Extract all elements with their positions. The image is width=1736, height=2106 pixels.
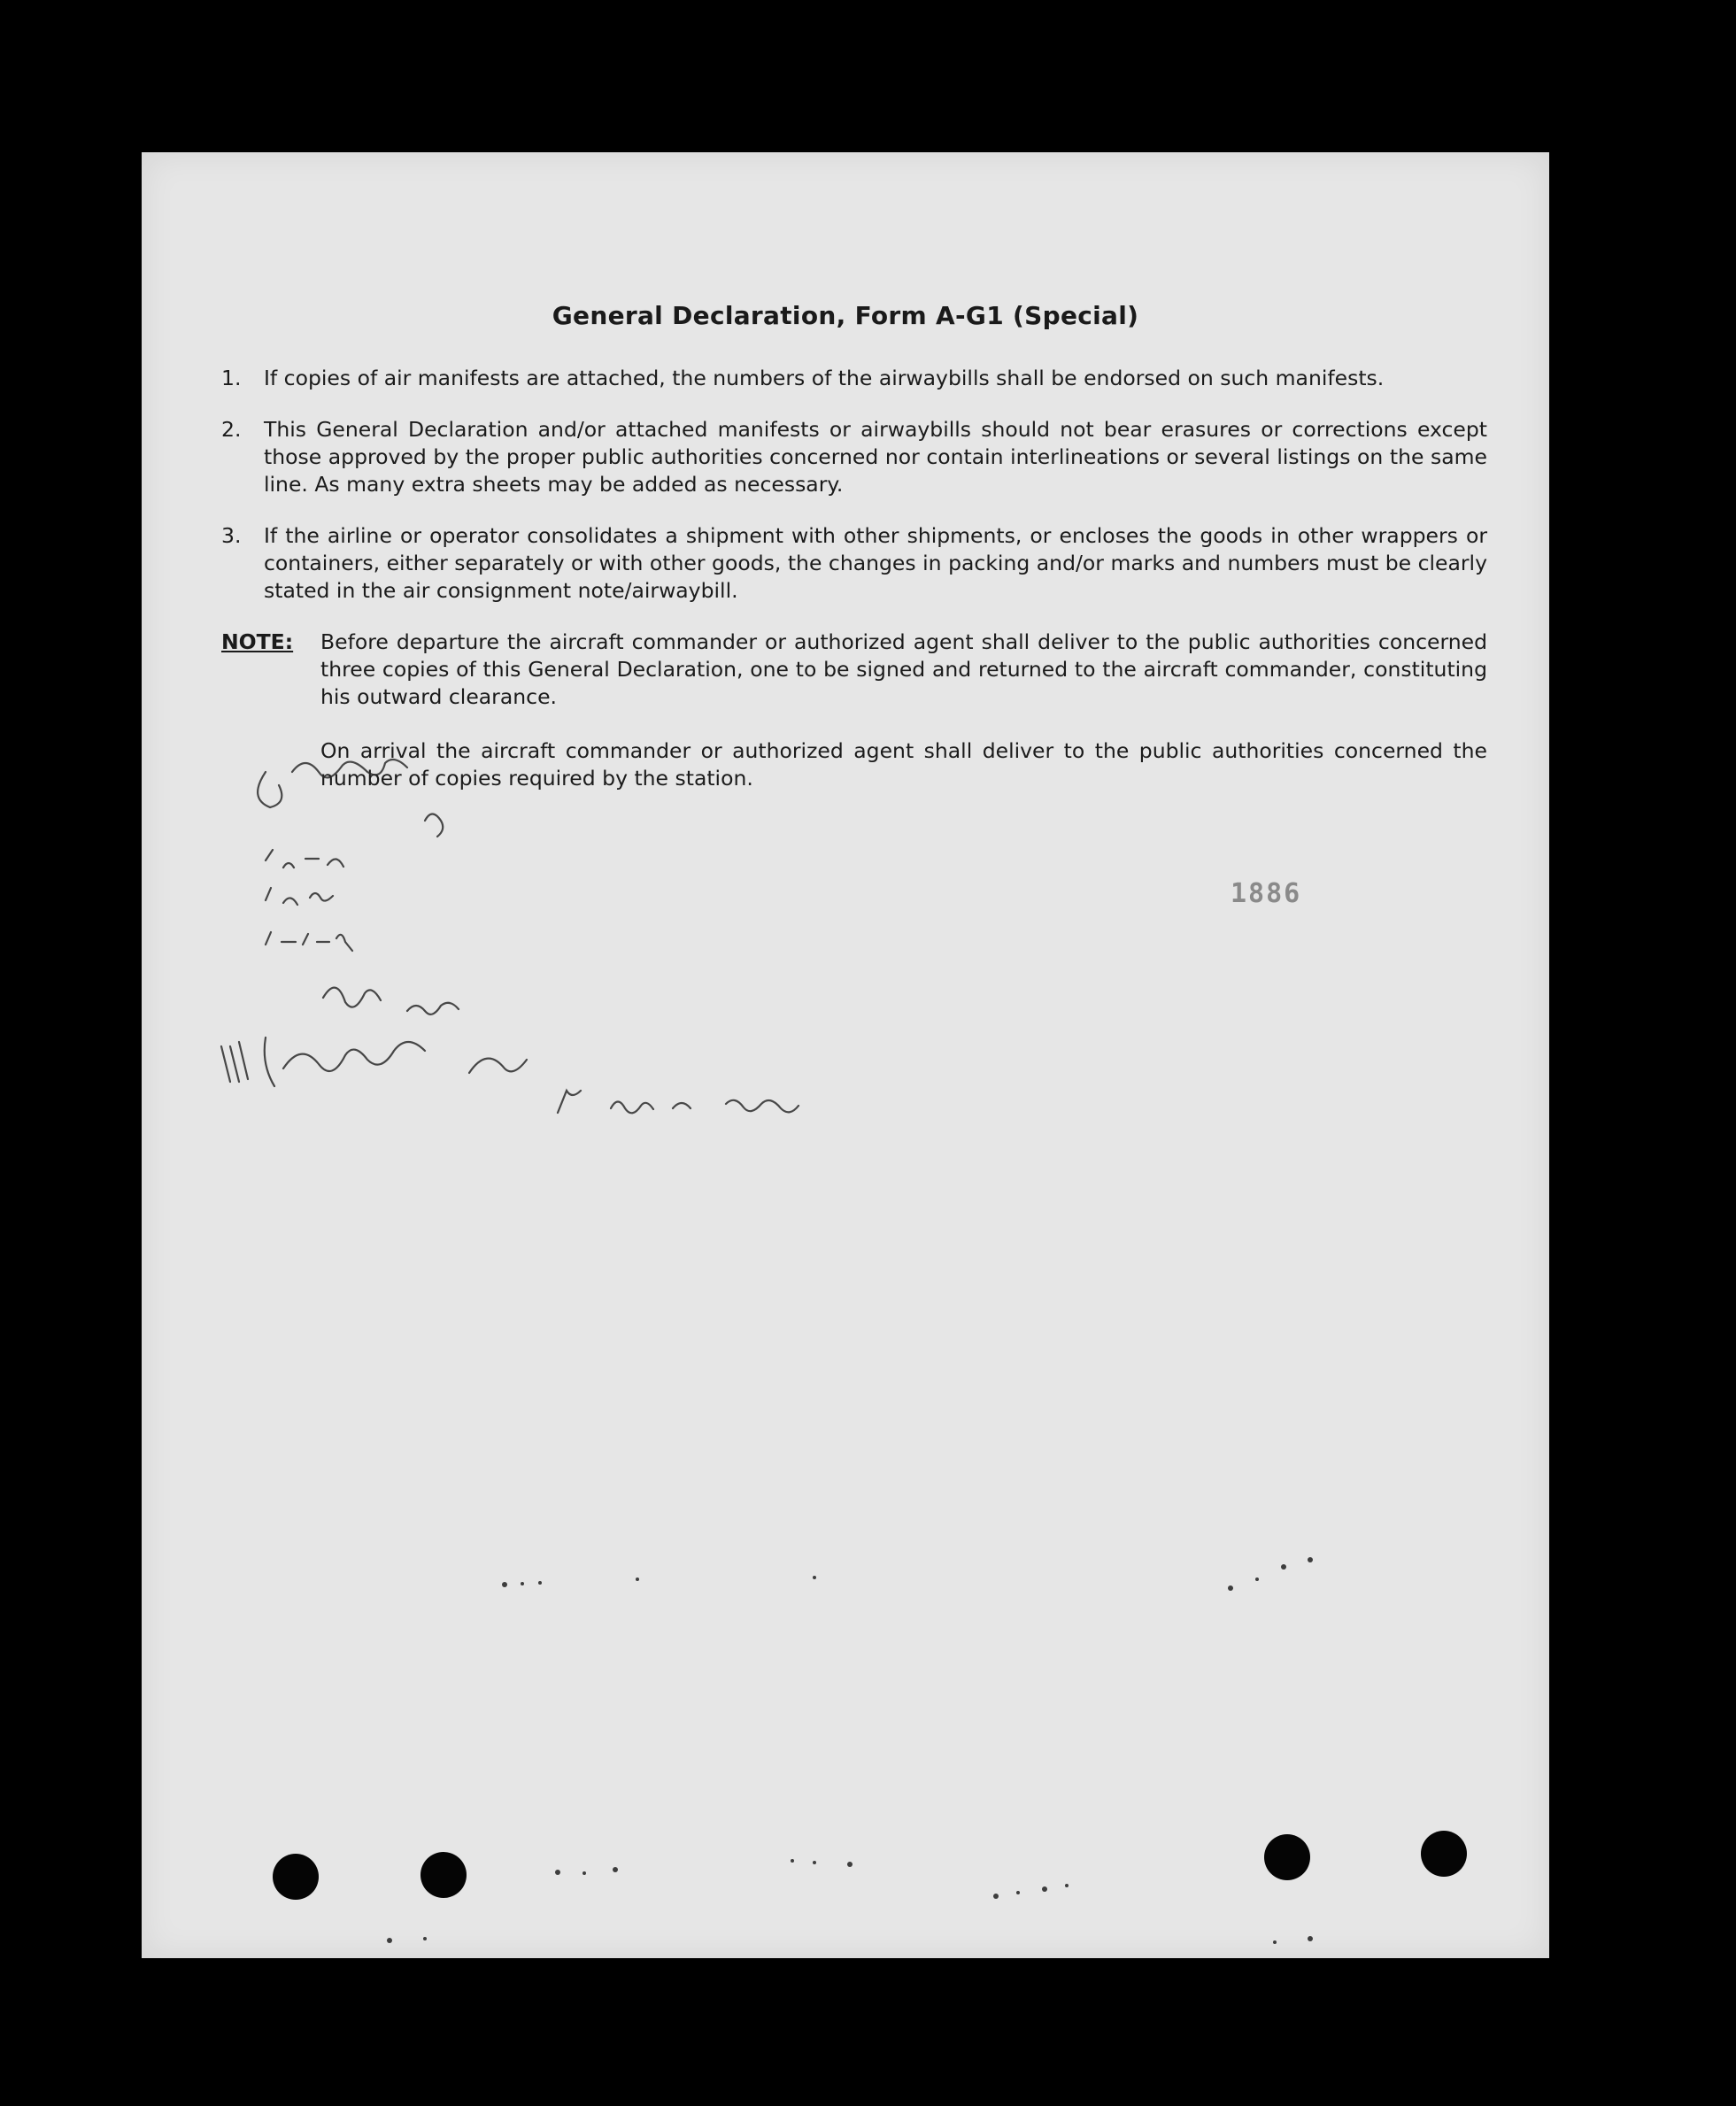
punch-hole xyxy=(1264,1834,1310,1880)
item-text: This General Declaration and/or attached manifests or airwaybills should not bear erasures or corrections except those approved by the proper public authorities concerned nor contain interlineations or several listings on the same line. As many extra sheets may be added as necessary. xyxy=(264,417,1487,497)
punch-hole xyxy=(420,1852,467,1898)
item-number: 3. xyxy=(221,523,242,548)
faded-stamp: 1886 xyxy=(1231,878,1302,909)
handwritten-annotations xyxy=(142,152,1549,1958)
punch-hole xyxy=(1421,1831,1467,1877)
document-page xyxy=(142,152,1549,1958)
note-label: NOTE: xyxy=(221,629,294,654)
note-paragraph: On arrival the aircraft commander or authorized agent shall deliver to the public authorities concerned the number of copies required by the station. xyxy=(320,738,1487,791)
item-number: 2. xyxy=(221,417,242,442)
item-text: If copies of air manifests are attached, the numbers of the airwaybills shall be endorsed on such manifests. xyxy=(264,366,1385,390)
punch-hole xyxy=(273,1854,319,1900)
note-paragraph: Before departure the aircraft commander or authorized agent shall deliver to the public authorities concerned three copies of this General Declaration, one to be signed and returned to the aircraft commander, constituting his outward clearance. xyxy=(320,629,1487,709)
document-title: General Declaration, Form A-G1 (Special) xyxy=(552,301,1139,330)
item-number: 1. xyxy=(221,366,242,390)
item-text: If the airline or operator consolidates a shipment with other shipments, or encloses the goods in other wrappers or containers, either separately or with other goods, the changes in packing and/or marks and numbers must be clearly stated in the air consignment note/airwaybill. xyxy=(264,523,1487,603)
